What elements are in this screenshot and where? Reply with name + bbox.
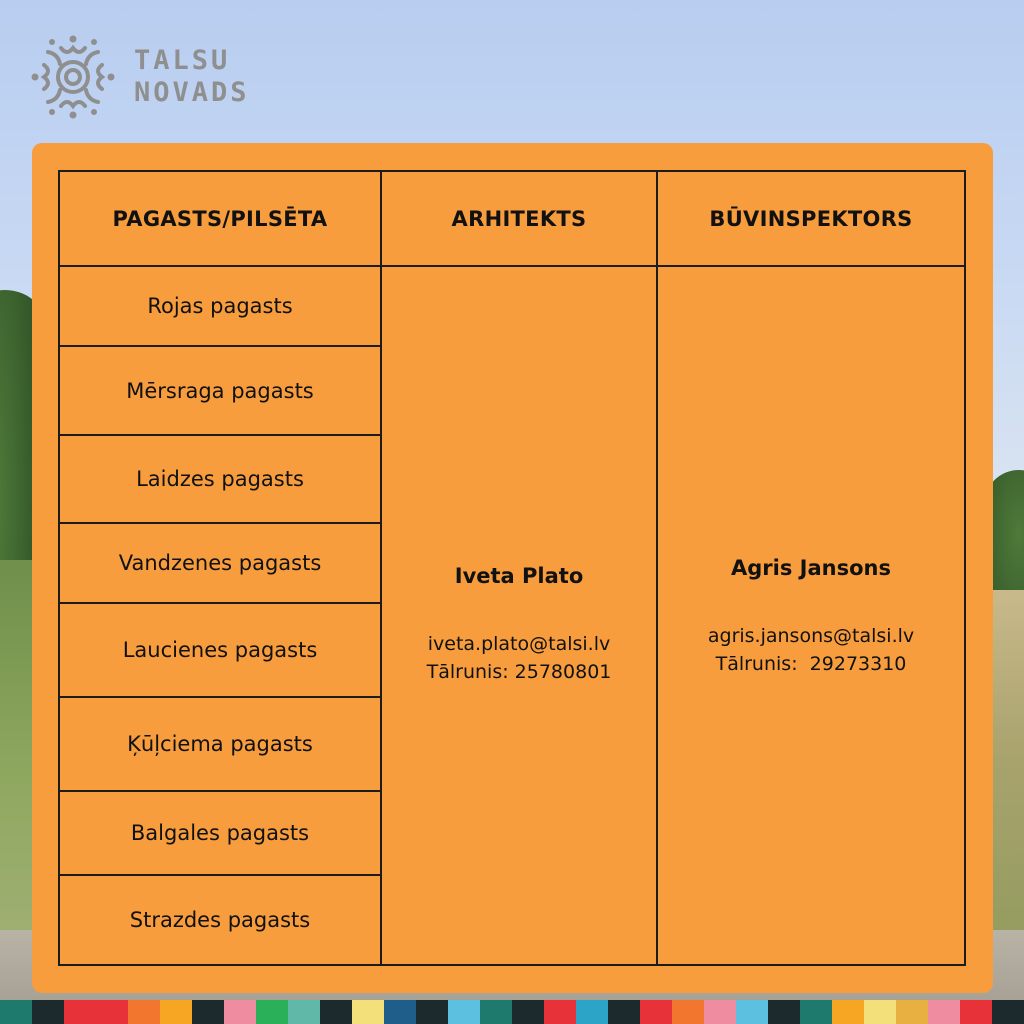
strip-segment (160, 1000, 192, 1024)
strip-segment (896, 1000, 928, 1024)
inspector-name: Agris Jansons (731, 556, 891, 580)
strip-segment (320, 1000, 352, 1024)
parish-cell: Ķūļciema pagasts (127, 732, 313, 756)
strip-segment (512, 1000, 544, 1024)
strip-segment (448, 1000, 480, 1024)
inspector-email[interactable]: agris.jansons@talsi.lv (707, 625, 915, 647)
strip-segment (608, 1000, 640, 1024)
strip-segment (832, 1000, 864, 1024)
contacts-table (58, 170, 966, 966)
parish-cell: Strazdes pagasts (129, 908, 311, 932)
logo-wordmark (134, 45, 250, 109)
strip-segment (864, 1000, 896, 1024)
architect-phone: Tālrunis: 25780801 (426, 661, 612, 683)
architect-contact (382, 545, 656, 705)
strip-segment (0, 1000, 32, 1024)
inspector-phone: Tālrunis: 29273310 (715, 653, 907, 675)
strip-segment (384, 1000, 416, 1024)
header-inspector: BŪVINSPEKTORS (709, 206, 913, 231)
strip-segment (736, 1000, 768, 1024)
parish-cell: Balgales pagasts (130, 821, 310, 845)
parish-cell: Laidzes pagasts (136, 467, 304, 491)
strip-segment (96, 1000, 128, 1024)
strip-segment (928, 1000, 960, 1024)
strip-segment (544, 1000, 576, 1024)
strip-segment (256, 1000, 288, 1024)
strip-segment (960, 1000, 992, 1024)
architect-name: Iveta Plato (454, 564, 584, 588)
architect-email[interactable]: iveta.plato@talsi.lv (427, 633, 611, 655)
strip-segment (768, 1000, 800, 1024)
strip-segment (128, 1000, 160, 1024)
strip-segment (352, 1000, 384, 1024)
strip-segment (480, 1000, 512, 1024)
parish-cell: Vandzenes pagasts (118, 551, 322, 575)
inspector-contact (658, 537, 964, 697)
logo-line-2: NOVADS (134, 77, 250, 108)
strip-segment (192, 1000, 224, 1024)
strip-segment (32, 1000, 64, 1024)
strip-segment (992, 1000, 1024, 1024)
parish-cell: Rojas pagasts (147, 294, 293, 318)
strip-segment (704, 1000, 736, 1024)
strip-segment (640, 1000, 672, 1024)
strip-segment (224, 1000, 256, 1024)
talsu-novads-emblem-icon (30, 34, 116, 120)
logo-line-1: TALSU (134, 45, 231, 76)
strip-segment (288, 1000, 320, 1024)
strip-segment (416, 1000, 448, 1024)
strip-segment (672, 1000, 704, 1024)
color-strip (0, 1000, 1024, 1024)
strip-segment (64, 1000, 96, 1024)
parish-cell: Laucienes pagasts (122, 638, 318, 662)
parish-cell: Mērsraga pagasts (126, 378, 314, 403)
header-architect: ARHITEKTS (451, 206, 587, 231)
strip-segment (576, 1000, 608, 1024)
header-parish: PAGASTS/PILSĒTA (112, 206, 328, 231)
logo (30, 34, 250, 120)
strip-segment (800, 1000, 832, 1024)
